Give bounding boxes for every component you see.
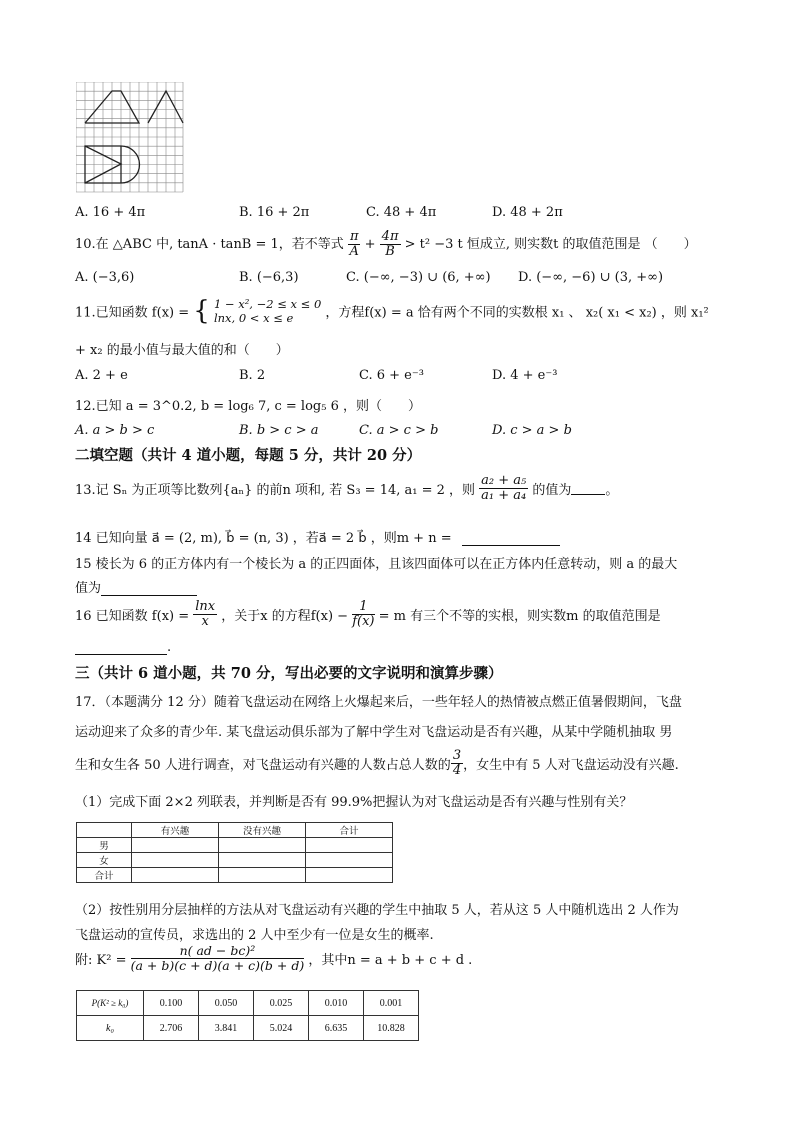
table-row xyxy=(77,991,419,1016)
table-cell xyxy=(306,838,393,853)
table-cell: 10.828 xyxy=(364,1016,419,1041)
section-3-title: 三（共计 6 道小题，共 70 分，写出必要的文字说明和演算步骤） xyxy=(75,665,503,682)
table-row-label: 合计 xyxy=(77,868,132,883)
q11-option-b: B. 2 xyxy=(239,368,266,383)
q13-answer-blank xyxy=(571,482,605,495)
q13-prefix: 13.记 Sₙ 为正项等比数列{aₙ} 的前n 项和, 若 S₃ = 14, a₁ = 2 ，则 xyxy=(75,483,476,498)
table-cell: 0.001 xyxy=(364,991,419,1016)
q16-fraction-1: $\frac{\ln x}{x}$ xyxy=(195,599,216,629)
q11-line-2: + x₂ 的最小值与最大值的和（ ） xyxy=(75,343,289,358)
q17-line-2: 运动迎来了众多的青少年. 某飞盘运动俱乐部为了解中学生对飞盘运动是否有兴趣，从某中学随机抽取 男 xyxy=(75,725,673,740)
q16-mid: ，关于x 的方程f(x) − xyxy=(221,609,349,624)
q15-line-2 xyxy=(75,577,197,596)
q9-option-d: D. 48 + 2π xyxy=(492,205,563,220)
table-cell: 2.706 xyxy=(144,1016,199,1041)
q14-text: 14 已知向量 a⃗ = (2, m), b⃗ = (n, 3) ，若a⃗ = 2 b⃗ ，则m + n = xyxy=(75,531,452,546)
table-header-row xyxy=(77,823,393,838)
q10-plus: + xyxy=(364,237,376,252)
table-cell: 0.025 xyxy=(254,991,309,1016)
q11-option-a: A. 2 + e xyxy=(75,368,128,383)
question-13 xyxy=(75,474,618,503)
table-row-label: k₀ xyxy=(77,1016,144,1041)
table-cell: 3.841 xyxy=(199,1016,254,1041)
table-row xyxy=(77,868,393,883)
question-16 xyxy=(75,600,661,629)
q17-part-2-line-2: 飞盘运动的宣传员，求选出的 2 人中至少有一位是女生的概率. xyxy=(75,928,434,943)
q17-line-1: 17．（本题满分 12 分）随着飞盘运动在网络上火爆起来后，一些年轻人的热情被点燃正值暑假期间，飞盘 xyxy=(75,695,682,710)
table-row xyxy=(77,838,393,853)
table-cell: 6.635 xyxy=(309,1016,364,1041)
q10-option-d: D. (−∞, −6) ∪ (3, +∞) xyxy=(518,270,664,285)
table-row-label: 女 xyxy=(77,853,132,868)
q11-option-d: D. 4 + e⁻³ xyxy=(492,368,558,383)
q10-prefix: 10.在 △ABC 中, tanA · tanB = 1，若不等式 xyxy=(75,237,344,252)
table-cell xyxy=(219,853,306,868)
q13-fraction: $\frac{\text{a₂ + a₅}}{\text{a₁ + a₄}}$ xyxy=(481,473,527,503)
q11-case-2: lnx, 0 < x ≤ e xyxy=(213,311,294,325)
contingency-table xyxy=(76,822,393,883)
question-10 xyxy=(75,230,697,259)
table-header-cell: 没有兴趣 xyxy=(219,823,306,838)
q11-piecewise xyxy=(214,297,321,325)
q17-part-1: （1）完成下面 2×2 列联表，并判断是否有 99.9%把握认为对飞盘运动是否有兴趣与性别有关？ xyxy=(75,795,633,810)
q15-answer-blank xyxy=(101,583,197,596)
q16-answer-blank xyxy=(75,642,167,655)
q13-suffix: 的值为 xyxy=(532,483,572,498)
q16-line-2 xyxy=(75,640,171,655)
q17-line-3 xyxy=(75,749,679,778)
q10-option-c: C. (−∞, −3) ∪ (6, +∞) xyxy=(346,270,491,285)
formula-prefix: 附: K² = xyxy=(75,953,127,968)
q10-option-b: B. (−6,3) xyxy=(239,270,299,285)
q16-prefix: 16 已知函数 f(x) = xyxy=(75,609,190,624)
table-cell xyxy=(306,853,393,868)
q12-option-c: C. a > c > b xyxy=(359,423,439,438)
table-row xyxy=(77,1016,419,1041)
q10-option-a: A. (−3,6) xyxy=(75,270,135,285)
table-cell xyxy=(219,838,306,853)
section-2-title: 二填空题（共计 4 道小题，每题 5 分，共计 20 分） xyxy=(75,447,422,464)
q17-line-3-prefix: 生和女生各 50 人进行调查，对飞盘运动有兴趣的人数占总人数的 xyxy=(75,758,451,773)
q10-fraction-1: $\frac{\pi}{A}$ xyxy=(349,229,359,259)
table-header-cell: 合计 xyxy=(306,823,393,838)
table-row xyxy=(77,853,393,868)
q17-fraction: $\frac{3}{4}$ xyxy=(452,748,462,778)
table-cell xyxy=(132,838,219,853)
q9-option-a: A. 16 + 4π xyxy=(75,205,146,220)
q16-end: . xyxy=(167,640,172,655)
q11-case-1: 1 − x², −2 ≤ x ≤ 0 xyxy=(213,297,322,311)
table-cell xyxy=(219,868,306,883)
q15-line-1: 15 棱长为 6 的正方体内有一个棱长为 a 的正四面体，且该四面体可以在正方体内任意转动，则 a 的最大 xyxy=(75,557,678,572)
q10-suffix: > t² −3 t 恒成立, 则实数t 的取值范围是 （ ） xyxy=(404,237,697,252)
table-cell: 0.050 xyxy=(199,991,254,1016)
table-row-label: P(K² ≥ k₀) xyxy=(77,991,144,1016)
formula-suffix: ，其中n = a + b + c + d . xyxy=(308,953,473,968)
q12-option-a: A. a > b > c xyxy=(75,423,155,438)
q11-option-c: C. 6 + e⁻³ xyxy=(359,368,424,383)
q13-end: 。 xyxy=(605,483,619,498)
k-squared-formula xyxy=(75,944,472,973)
q10-fraction-2: $\frac{4\pi}{B}$ xyxy=(381,229,399,259)
q9-option-c: C. 48 + 4π xyxy=(366,205,437,220)
table-cell: 0.010 xyxy=(309,991,364,1016)
q12-option-d: D. c > a > b xyxy=(492,423,572,438)
q11-brace: { xyxy=(193,296,210,326)
q12-option-b: B. b > c > a xyxy=(239,423,319,438)
table-row-label: 男 xyxy=(77,838,132,853)
table-cell xyxy=(132,868,219,883)
question-11 xyxy=(75,296,709,326)
table-header-cell xyxy=(77,823,132,838)
table-cell xyxy=(132,853,219,868)
q16-suffix: = m 有三个不等的实根，则实数m 的取值范围是 xyxy=(378,609,661,624)
formula-fraction: $\frac{\text{n( ad − bc)²}}{(a + b)(c + d)(a + c)(b + d)}$ xyxy=(130,943,305,973)
table-cell: 5.024 xyxy=(254,1016,309,1041)
q17-part-2-line-1: （2）按性别用分层抽样的方法从对飞盘运动有兴趣的学生中抽取 5 人，若从这 5 人中随机选出 2 人作为 xyxy=(75,903,679,918)
q9-option-b: B. 16 + 2π xyxy=(239,205,310,220)
question-14 xyxy=(75,527,560,546)
q16-fraction-2: $\frac{1}{f(x)}$ xyxy=(352,599,375,629)
q11-suffix: ，方程f(x) = a 恰有两个不同的实数根 x₁ 、 x₂( x₁ < x₂) ，则 x₁² xyxy=(325,305,709,321)
table-header-cell: 有兴趣 xyxy=(132,823,219,838)
q14-answer-blank xyxy=(462,533,560,546)
three-view-figure xyxy=(76,82,184,194)
critical-values-table xyxy=(76,990,419,1041)
question-12: 12.已知 a = 3^0.2, b = log₆ 7, c = log₅ 6 ，则（ ） xyxy=(75,399,421,414)
q15-label: 值为 xyxy=(75,581,102,596)
table-cell xyxy=(306,868,393,883)
q17-line-3-suffix: ，女生中有 5 人对飞盘运动没有兴趣. xyxy=(463,758,679,773)
q11-prefix: 11.已知函数 f(x) = xyxy=(75,305,190,321)
table-cell: 0.100 xyxy=(144,991,199,1016)
